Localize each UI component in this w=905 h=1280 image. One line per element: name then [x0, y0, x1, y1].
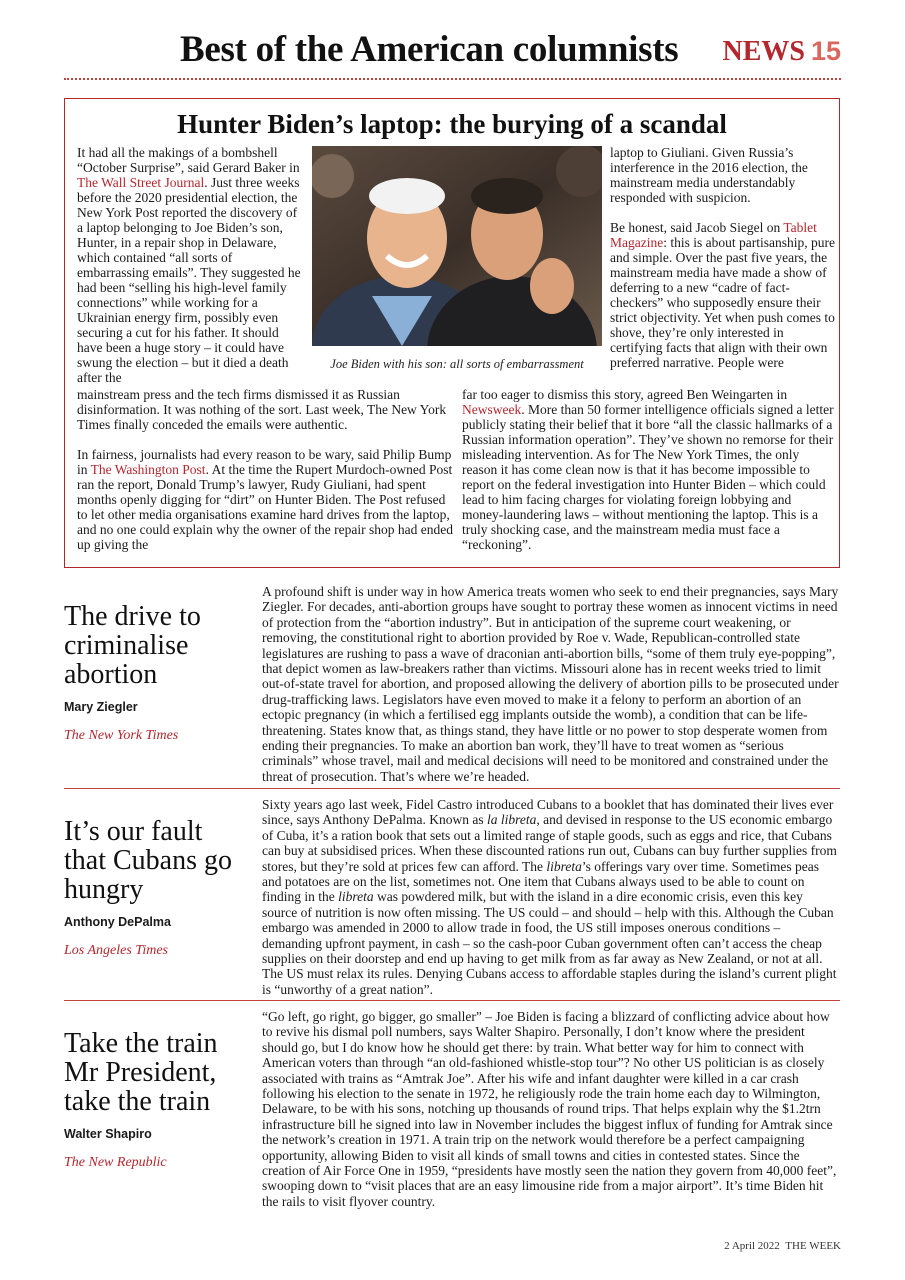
- feature-photo: [312, 146, 602, 346]
- biden-photo-illustration: [312, 146, 602, 346]
- text: . At the time the Rupert Murdoch-owned Post ran the report, Donald Trump’s lawyer, Rudy Giuliani, had spent months openly digging for “dirt” on Hunter Biden. The Post refused to let other media organisations examine hard drives from the laptop, and no one could explain why the owner of the repair shop had ended up giving the: [77, 462, 454, 552]
- article-body: A profound shift is under way in how America treats women who seek to end their pregnancies, says Mary Ziegler. For decades, anti-abortion groups have sought to portray these women as innocent victims in need of protection from the “abortion industry”. But in anticipation of the supreme court weakening, or removing, the constitutional right to abortion provided by Roe v. Wade, Republican-controlled state legislatures are rushing to pass a wave of draconian anti-abortion bills, “some of them truly eye-popping”, that depict women as law-breakers rather than victims. Missouri alone has in recent weeks tried to limit out-of-state travel for abortion, and proposed allowing the delivery of abortion pills to be prosecuted under drug-trafficking laws. Legislators have even moved to make it a felony to perform an abortion of an ectopic pregnancy (in which a fertilised egg implants outside the womb), a condition that can be life-threatening. States know that, as things stand, they have little or no power to stop desperate women from ending their pregnancies. To make an abortion ban work, they’ll have to treat women as “serious criminals” whose travel, mail and medical decisions will need to be monitored and constrained under the threat of prosecution. That’s where we’re headed.: [262, 584, 839, 784]
- text: . More than 50 former intelligence officials signed a letter publicly stating their belief that it bore “all the classic hallmarks of a Russian information operation”. They’ve shown no remorse for their misleading intervention. As for The New York Times, the only reason it has come clean now is that it has become impossible to report on the federal investigation into Hunter Biden – which could lead to him facing charges for violating foreign lobbying and money-laundering laws – without mentioning the laptop. This is a truly shocking case, and the mainstream media must face a “reckoning”.: [462, 402, 834, 552]
- text: , and devised in response to the US economic embargo of Cuba, it’s a ration book that sets out a limited range of staple goods, such as eggs and rice, that Cubans can buy at subsidised prices. When these discounted rations run out, Cubans can buy further supplies from stores, but they’re sold at prices few can afford. The: [262, 812, 837, 874]
- issue-date: 2 April 2022: [724, 1240, 780, 1252]
- text: : this is about partisanship, pure and simple. Over the past five years, the mainstream media have made a show of deferring to a new “cadre of fact-checkers” who supposedly ensure their strict objectivity. Yet when push comes to shove, they’re only interested in certifying facts that align with their own preferred narrative. People were: [610, 235, 835, 370]
- text: far too eager to dismiss this story, agreed Ben Weingarten in: [462, 387, 788, 402]
- article-author: Walter Shapiro: [64, 1127, 152, 1141]
- feature-paragraph: [610, 220, 835, 370]
- article-publication: Los Angeles Times: [64, 943, 168, 958]
- feature-article: [64, 98, 840, 568]
- text: was powdered milk, but with the island in a dire economic crisis, even this key source of nutrition is now often missing. The US could – and should – help with this. Although the Cuban embargo was amended in 2000 to allow trade in food, the US still imposes onerous conditions – demanding upfront payment, in cash – so the cash-poor Cuban government often can’t access the cheap supplies on their doorstep and end up having to get milk from as far away as New Zealand, or not at all. The US must relax its rules. Denying Cubans access to affordable staples during the island’s current plight is “unworthy of a great nation”.: [262, 889, 837, 997]
- article-title: The drive to criminalise abortion: [64, 601, 201, 690]
- feature-column-1: [77, 145, 302, 385]
- article-author: Mary Ziegler: [64, 700, 138, 714]
- feature-paragraph: [77, 145, 302, 385]
- text: ’s offerings vary over time. Sometimes peas and potatoes are on the list, sometimes not. One item that Cubans always used to be able to count on finding in the: [262, 858, 819, 905]
- article-abortion: [64, 582, 840, 782]
- article-divider: [64, 788, 840, 789]
- feature-column-3: [610, 145, 835, 370]
- header-divider: [64, 78, 841, 80]
- source-tablet-magazine: Tablet Magazine: [610, 220, 817, 250]
- article-title: It’s our fault that Cubans go hungry: [64, 816, 232, 905]
- feature-title: Hunter Biden’s laptop: the burying of a scandal: [177, 109, 727, 139]
- article-author: Anthony DePalma: [64, 915, 171, 929]
- text: Be honest, said Jacob Siegel on: [610, 220, 784, 235]
- text: It had all the makings of a bombshell “October Surprise”, said Gerard Baker in: [77, 145, 300, 175]
- page-number: 15: [810, 36, 841, 66]
- article-title: Take the train Mr President, take the train: [64, 1028, 218, 1117]
- source-washington-post: The Washington Post: [90, 462, 206, 477]
- text: . Just three weeks before the 2020 presidential election, the New York Post reported the discovery of a laptop belonging to Joe Biden’s son, Hunter, in a repair shop in Delaware, which contained “all sorts of embarrassing emails”. They suggested he had been “selling his high-level family connections” while working for a Ukrainian energy firm, possibly even securing a cut for his father. It should have been a huge story – it could have swung the election – but it died a death after the: [77, 175, 301, 385]
- italic-term: libreta: [338, 889, 374, 905]
- article-publication: The New Republic: [64, 1155, 167, 1170]
- source-wall-street-journal: The Wall Street Journal: [77, 175, 205, 190]
- feature-column-4: [462, 387, 834, 552]
- article-publication: The New York Times: [64, 728, 179, 743]
- publication-name: THE WEEK: [785, 1240, 841, 1252]
- italic-term: libreta: [546, 858, 582, 874]
- article-body: “Go left, go right, go bigger, go smaller” – Joe Biden is facing a blizzard of conflicting advice about how to revive his dismal poll numbers, says Walter Shapiro. Personally, I don’t know where the president should go, but I do know how he should get there: by train. What better way for him to connect with American voters than through “an old-fashioned whistle-stop tour”? No other US politician is as closely associated with trains as “Amtrak Joe”. After his wife and infant daughter were killed in a car crash following his election to the senate in 1972, he religiously rode the train home each day to Wilmington, Delaware, to be with his sons, notching up thousands of round trips. That helps explain why the $1.2trn infrastructure bill he signed into law in November includes the biggest influx of funding for Amtrak since the network’s creation in 1971. A train trip on the network would therefore be a perfect campaigning opportunity, allowing Biden to visit all kinds of small towns and cities in contested states. Since the creation of Air Force One in 1959, “presidents have mostly seen the nation they govern from 40,000 feet”, swooping down to “visit places that are an easy limousine ride from a major airport”. It’s time Biden hit the rails to visit flyover country.: [262, 1009, 837, 1209]
- section-name: NEWS: [722, 36, 805, 67]
- photo-caption: Joe Biden with his son: all sorts of embarrassment: [330, 357, 584, 371]
- page-footer: [724, 1240, 841, 1252]
- feature-paragraph: laptop to Giuliani. Given Russia’s interference in the 2016 election, the mainstream media understandably responded with suspicion.: [610, 145, 808, 205]
- source-newsweek: Newsweek: [462, 402, 522, 417]
- italic-term: la libreta: [486, 812, 537, 828]
- text: In fairness, journalists had every reason to be wary, said Philip Bump in: [77, 447, 452, 477]
- article-divider: [64, 1000, 840, 1001]
- article-body: [262, 797, 840, 997]
- feature-column-2: [77, 387, 457, 552]
- section-label: [722, 36, 841, 68]
- feature-paragraph: [77, 447, 457, 552]
- page-title: Best of the American columnists: [180, 29, 679, 70]
- text: Sixty years ago last week, Fidel Castro introduced Cubans to a booklet that has dominated their lives ever since, says Anthony DePalma. Known as: [262, 797, 834, 828]
- feature-paragraph: mainstream press and the tech firms dismissed it as Russian disinformation. It was nothing of the sort. Last week, The New York Times finally conceded the emails were authentic.: [77, 387, 447, 432]
- feature-paragraph: [462, 387, 834, 552]
- article-train: [64, 1007, 840, 1217]
- article-cuba: [64, 795, 840, 995]
